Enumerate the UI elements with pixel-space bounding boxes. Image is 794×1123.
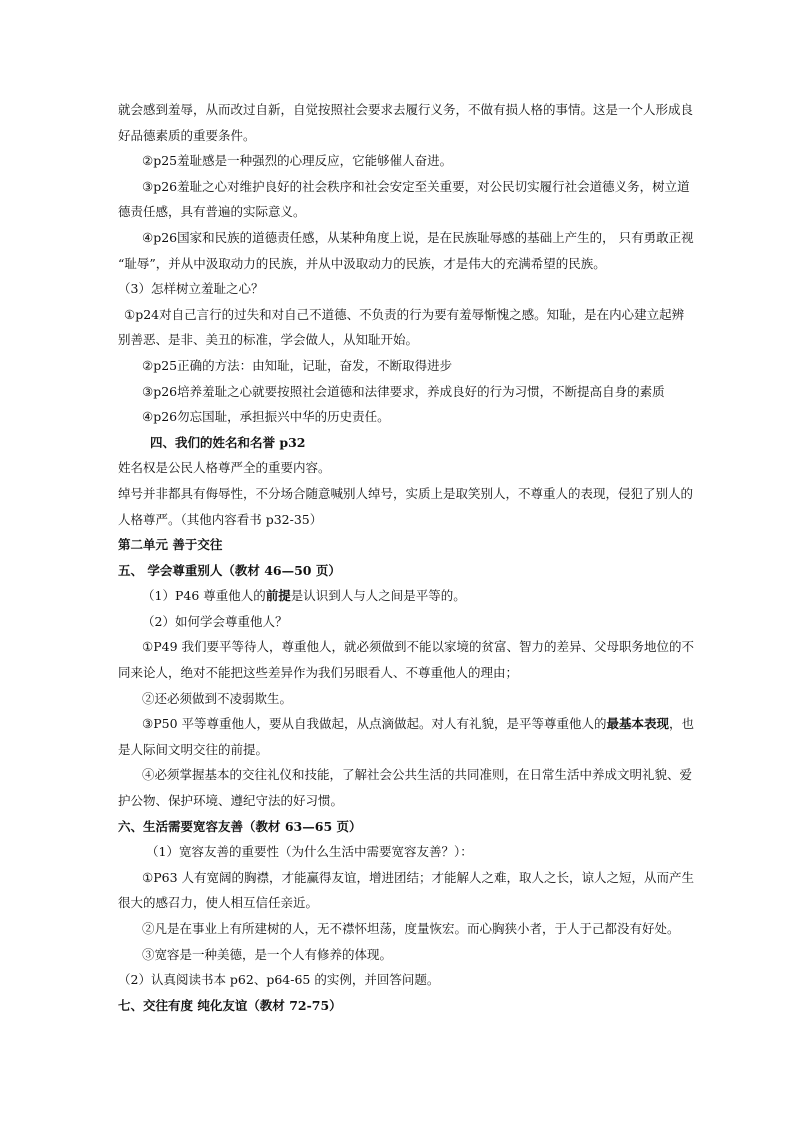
text-run: ③P50 平等尊重他人，要从自我做起，从点滴做起。对人有礼貌，是平等尊重他人的 <box>142 716 607 732</box>
paragraph-line: 就会感到羞辱，从而改过自新，自觉按照社会要求去履行义务，不做有损人格的事情。这是一个人形成良 <box>118 102 694 117</box>
list-item: ③宽容是一种美德，是一个人有修养的体现。 <box>142 946 393 962</box>
list-item: ④p26勿忘国耻，承担振兴中华的历史责任。 <box>142 409 390 425</box>
unit-heading: 第二单元 善于交往 <box>118 537 223 553</box>
section-subheading: （2）认真阅读书本 p62、p64-65 的实例，并回答问题。 <box>118 972 440 988</box>
paragraph-line: 很大的感召力，使人相互信任亲近。 <box>118 895 319 911</box>
list-item: ①p24对自己言行的过失和对自己不道德、不负责的行为要有羞辱惭愧之感。知耻，是在内心建立起辨 <box>124 306 685 322</box>
section-subheading: （1）宽容友善的重要性（为什么生活中需要宽容友善？）： <box>146 844 473 860</box>
list-item: ②凡是在事业上有所建树的人，无不襟怀坦荡，度量恢宏。而心胸狭小者，于人于己都没有好处。 <box>142 921 680 936</box>
bold-term: 前提 <box>265 588 291 604</box>
paragraph-line: 德责任感，具有普遍的实际意义。 <box>118 204 306 220</box>
section-subheading: （2）如何学会尊重他人？ <box>142 613 288 629</box>
section-subheading: （3）怎样树立羞耻之心？ <box>118 281 264 297</box>
paragraph-line: 姓名权是公民人格尊严全的重要内容。 <box>118 460 331 476</box>
paragraph-line: 护公物、保护环境、遵纪守法的好习惯。 <box>118 793 344 809</box>
section-heading: 五、 学会尊重别人（教材 46—50 页） <box>118 562 341 578</box>
list-item: ③p26羞耻之心对维护良好的社会秩序和社会安定至关重要，对公民切实履行社会道德义务，树立道 <box>142 178 690 194</box>
document-body <box>118 97 695 1018</box>
text-run: ，也 <box>669 716 695 732</box>
section-heading: 六、生活需要宽容友善（教材 63—65 页） <box>118 818 362 834</box>
section-heading: 四、我们的姓名和名誉 p32 <box>150 434 306 450</box>
paragraph-line: 同来论人，绝对不能把这些差异作为我们另眼看人、不尊重他人的理由； <box>118 665 519 681</box>
paragraph-line: 绰号并非都具有侮辱性，不分场合随意喊别人绰号，实质上是取笑别人，不尊重人的表现，侵犯了别人的 <box>118 485 694 501</box>
bold-term: 最基本表现 <box>606 716 670 732</box>
paragraph-line: 是人际间文明交往的前提。 <box>118 741 269 757</box>
list-item: ③p26培养羞耻之心就要按照社会道德和法律要求，养成良好的行为习惯，不断提高自身的素质 <box>142 383 665 399</box>
list-item: ④必须掌握基本的交往礼仪和技能，了解社会公共生活的共同准则，在日常生活中养成文明礼貌、爱 <box>142 767 693 783</box>
text-run: 是认识到人与人之间是平等的。 <box>290 588 466 604</box>
list-item: ②p25正确的方法：由知耻，记耻，奋发，不断取得进步 <box>142 357 453 373</box>
list-item <box>118 583 678 609</box>
paragraph-line: 好品德素质的重要条件。 <box>118 127 256 143</box>
list-item: ②p25羞耻感是一种强烈的心理反应，它能够催人奋进。 <box>142 153 453 169</box>
list-item: ②还必须做到不凌弱欺生。 <box>142 690 293 706</box>
text-run: （1）P46 尊重他人的 <box>142 588 266 604</box>
list-item: ①P63 人有宽阔的胸襟，才能赢得友谊，增进团结；才能解人之难，取人之长，谅人之短，从而产生 <box>142 869 694 885</box>
paragraph-line: 人格尊严。（其他内容看书 p32-35） <box>118 511 323 527</box>
paragraph-line: 别善恶、是非、美丑的标准，学会做人，从知耻开始。 <box>118 332 419 348</box>
list-item: ①P49 我们要平等待人，尊重他人，就必须做到不能以家境的贫富、智力的差异、父母职务地位的不 <box>142 639 694 655</box>
list-item: ④p26国家和民族的道德责任感，从某种角度上说，是在民族耻辱感的基础上产生的， 只有勇敢正视 <box>142 229 694 245</box>
paragraph-line: “耻辱”，并从中汲取动力的民族，并从中汲取动力的民族，才是伟大的充满希望的民族。 <box>118 255 606 271</box>
section-heading: 七、交往有度 纯化友谊（教材 72-75） <box>118 997 342 1013</box>
list-item <box>118 711 695 737</box>
